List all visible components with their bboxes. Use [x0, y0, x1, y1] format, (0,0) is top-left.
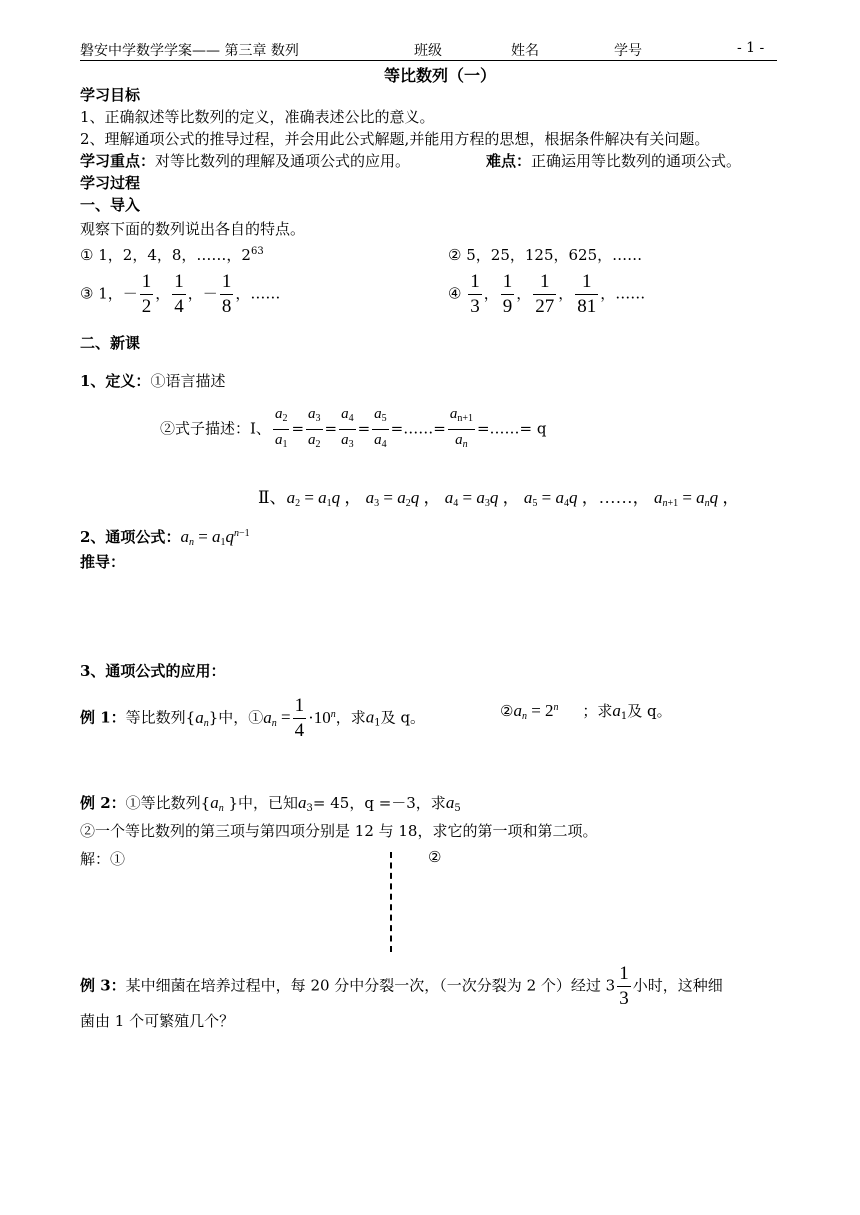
goal-item-2: 2、理解通项公式的推导过程，并会用此公式解题,并能用方程的思想，根据条件解决有关问题。: [80, 130, 710, 148]
example-1: 例 1：等比数列$\{a_n\}$中，$①a_n$ = $\frac{1}{4}$ $\cdot 10^n$，求$a_1$及 q。: [80, 695, 426, 741]
key-point-label: 学习重点：: [80, 152, 156, 170]
class-label: 班级: [414, 43, 442, 59]
derivation-label: 推导：: [80, 553, 126, 571]
name-label: 姓名: [511, 43, 539, 59]
student-id-label: 学号: [614, 43, 642, 59]
solution-label-1: 解：①: [80, 850, 126, 868]
difficulty-text: 正确运用等比数列的通项公式。: [531, 152, 742, 170]
general-formula-line: 2、通项公式：$a_n = a_1q^{n-1}$: [80, 527, 250, 548]
sequence-1: ① 1，2，4，8，……，$2^{63}$: [80, 246, 264, 264]
difficulty-label: 难点：: [486, 152, 532, 170]
example-2: 例 2：①等比数列{$a_n$ }中，已知$a_3= 45$，q =－3，求$a_5$: [80, 793, 461, 814]
focus-line: [80, 150, 410, 171]
page-title: 等比数列（一）: [384, 66, 497, 85]
application-heading: 3、通项公式的应用：: [80, 662, 226, 680]
example-3: 例 3：某中细菌在培养过程中，每 20 分中分裂一次，（一次分裂为 2 个）经过 3 $\frac{1}{3}$ 小时，这种细: [80, 963, 723, 1009]
definition-line: 1、定义：①语言描述: [80, 372, 226, 390]
doc-header-title: 磐安中学数学学案—— 第三章 数列: [80, 43, 299, 59]
example-3-line-2: 菌由 1 个可繁殖几个？: [80, 1012, 235, 1030]
observe-text: 观察下面的数列说出各自的特点。: [80, 220, 306, 238]
example-2-line-2: ②一个等比数列的第三项与第四项分别是 12 与 18，求它的第一项和第二项。: [80, 822, 598, 840]
goals-heading: 学习目标: [80, 86, 141, 104]
page-number: - 1 -: [737, 40, 765, 56]
sequence-2: ② 5，25，125，625，……: [448, 246, 643, 264]
definition-formula-2: Ⅱ、$a_2 = a_1q$ ， $a_3 = a_2q$ ， $a_4 = a_3q$ ， $a_5 = a_4q$ ，……， $a_{n+1} = a_nq$ ，: [258, 488, 740, 509]
process-heading: 学习过程: [80, 174, 141, 192]
goal-item-1: 1、正确叙述等比数列的定义，准确表述公比的意义。: [80, 108, 435, 126]
sequence-3: ③ 1，－ $\frac{1}{2}$ ， $\frac{1}{4}$ ，－ $\frac{1}{8}$ ，……: [80, 271, 281, 317]
difficulty-line: [486, 150, 741, 171]
definition-formula-1: ②式子描述：Ⅰ、 $\frac{a_2}{a_1}$ = $\frac{a_3}{a_2}$ = $\frac{a_4}{a_3}$ = $\frac{a_5}{a_4}$ =……= $\frac{a_{n+1}}{a_n}$ =……= q: [160, 406, 547, 450]
key-point-text: 对等比数列的理解及通项公式的应用。: [155, 152, 411, 170]
intro-heading: 一、导入: [80, 196, 141, 214]
header-rule: [80, 60, 777, 61]
example-1-part-2: $②a_n = 2^n$ ；求$a_1$及 q。: [500, 701, 672, 722]
solution-label-2: ②: [428, 848, 442, 866]
new-lesson-heading: 二、新课: [80, 334, 141, 352]
sequence-4: ④ $\frac{1}{3}$ ， $\frac{1}{9}$ ， $\frac{1}{27}$ ， $\frac{1}{81}$ ，……: [448, 271, 646, 317]
dashed-divider: [390, 852, 392, 952]
